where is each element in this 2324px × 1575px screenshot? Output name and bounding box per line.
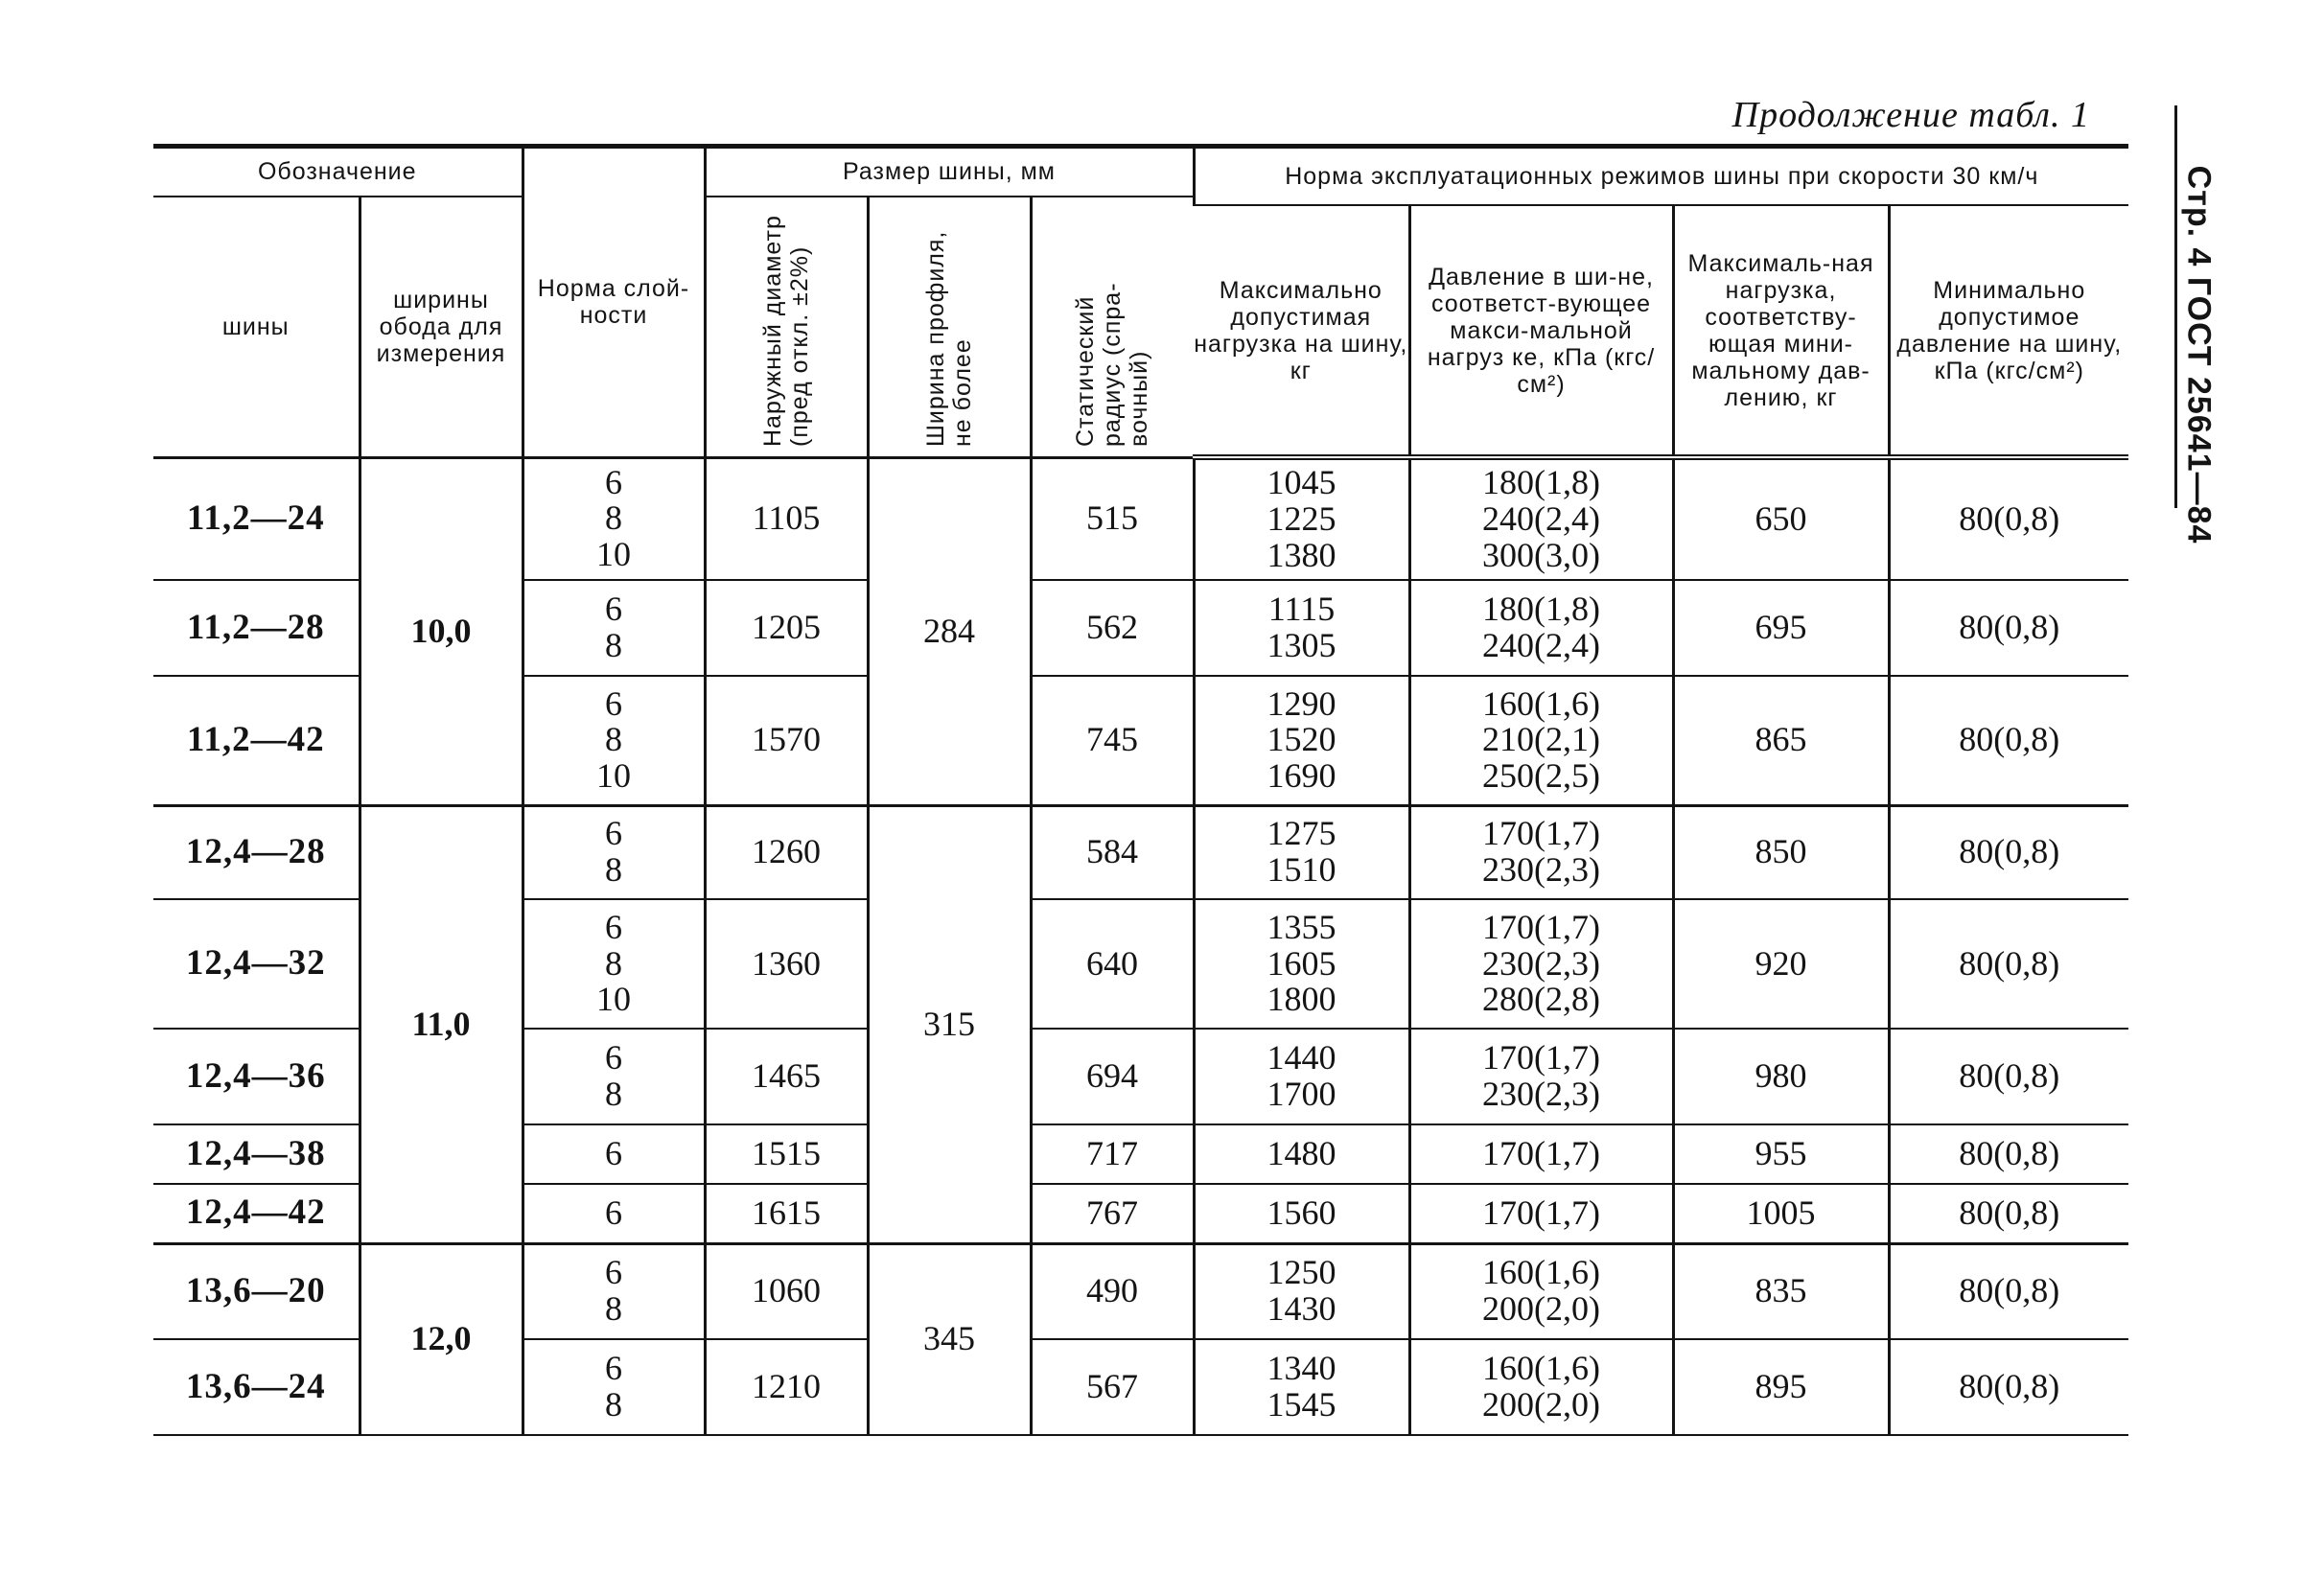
rim-width: 12,0 bbox=[360, 1243, 523, 1435]
ply-rating-line: 8 bbox=[605, 1289, 622, 1329]
outer-diameter: 1465 bbox=[705, 1029, 868, 1124]
static-radius: 694 bbox=[1031, 1029, 1194, 1124]
ply-rating-line: 6 bbox=[605, 683, 622, 723]
max-load bbox=[1194, 805, 1409, 899]
static-radius: 584 bbox=[1031, 805, 1194, 899]
header-rim-width: ширины обода для измерения bbox=[360, 197, 523, 458]
max-load-min-pressure: 895 bbox=[1673, 1339, 1889, 1435]
max-load-line: 1380 bbox=[1267, 535, 1336, 574]
ply-rating bbox=[523, 1029, 705, 1124]
outer-diameter: 1105 bbox=[705, 457, 868, 580]
static-radius: 745 bbox=[1031, 676, 1194, 805]
max-load-min-pressure: 1005 bbox=[1673, 1184, 1889, 1243]
max-load bbox=[1194, 1029, 1409, 1124]
outer-diameter: 1615 bbox=[705, 1184, 868, 1243]
pressure-line: 210(2,1) bbox=[1482, 720, 1601, 759]
pressure bbox=[1409, 457, 1673, 580]
ply-rating bbox=[523, 1243, 705, 1339]
max-load-line: 1045 bbox=[1267, 463, 1336, 502]
ply-rating-line: 6 bbox=[605, 1134, 622, 1173]
pressure-line: 160(1,6) bbox=[1482, 1349, 1601, 1388]
ply-rating-line: 8 bbox=[605, 943, 622, 983]
ply-rating-line: 10 bbox=[596, 535, 631, 574]
pressure-line: 170(1,7) bbox=[1482, 814, 1601, 853]
max-load-min-pressure: 695 bbox=[1673, 580, 1889, 676]
max-load-min-pressure: 980 bbox=[1673, 1029, 1889, 1124]
profile-width: 315 bbox=[868, 805, 1031, 1243]
ply-rating-line: 6 bbox=[605, 1038, 622, 1077]
min-pressure: 80(0,8) bbox=[1889, 1184, 2128, 1243]
ply-rating-line: 6 bbox=[605, 1349, 622, 1388]
pressure-line: 170(1,7) bbox=[1482, 1134, 1601, 1173]
max-load bbox=[1194, 899, 1409, 1029]
max-load-line: 1560 bbox=[1267, 1193, 1336, 1232]
tire-size: 11,2—24 bbox=[153, 457, 360, 580]
max-load-line: 1545 bbox=[1267, 1385, 1336, 1424]
header-tire-size: Размер шины, мм bbox=[705, 147, 1194, 197]
min-pressure: 80(0,8) bbox=[1889, 580, 2128, 676]
max-load-line: 1275 bbox=[1267, 814, 1336, 853]
header-operating-norms: Норма эксплуатационных режимов шины при скорости 30 км/ч bbox=[1194, 147, 2128, 206]
outer-diameter: 1360 bbox=[705, 899, 868, 1029]
table-body bbox=[153, 457, 2128, 1435]
outer-diameter: 1570 bbox=[705, 676, 868, 805]
pressure-line: 170(1,7) bbox=[1482, 1038, 1601, 1077]
min-pressure: 80(0,8) bbox=[1889, 899, 2128, 1029]
max-load-line: 1250 bbox=[1267, 1253, 1336, 1292]
min-pressure: 80(0,8) bbox=[1889, 1339, 2128, 1435]
header-designation: Обозначение bbox=[153, 147, 523, 197]
max-load-line: 1480 bbox=[1267, 1134, 1336, 1173]
max-load bbox=[1194, 580, 1409, 676]
pressure bbox=[1409, 1029, 1673, 1124]
pressure-line: 180(1,8) bbox=[1482, 590, 1601, 629]
ply-rating bbox=[523, 1184, 705, 1243]
pressure-line: 240(2,4) bbox=[1482, 499, 1601, 539]
max-load-line: 1800 bbox=[1267, 980, 1336, 1019]
static-radius: 562 bbox=[1031, 580, 1194, 676]
static-radius: 490 bbox=[1031, 1243, 1194, 1339]
header-min-pressure: Минимально допустимое давление на шину, кПа (кгс/см²) bbox=[1889, 205, 2128, 457]
tire-size: 12,4—42 bbox=[153, 1184, 360, 1243]
pressure bbox=[1409, 1339, 1673, 1435]
ply-rating-line: 8 bbox=[605, 626, 622, 664]
outer-diameter: 1210 bbox=[705, 1339, 868, 1435]
ply-rating bbox=[523, 676, 705, 805]
max-load bbox=[1194, 1184, 1409, 1243]
pressure-line: 230(2,3) bbox=[1482, 943, 1601, 983]
min-pressure: 80(0,8) bbox=[1889, 1029, 2128, 1124]
pressure bbox=[1409, 1184, 1673, 1243]
pressure-line: 300(3,0) bbox=[1482, 535, 1601, 574]
pressure-line: 170(1,7) bbox=[1482, 907, 1601, 946]
header-profile-width: Ширина профиля, не более bbox=[868, 197, 1031, 458]
max-load-line: 1520 bbox=[1267, 720, 1336, 759]
pressure bbox=[1409, 1124, 1673, 1184]
ply-rating bbox=[523, 899, 705, 1029]
pressure-line: 160(1,6) bbox=[1482, 1253, 1601, 1292]
static-radius: 567 bbox=[1031, 1339, 1194, 1435]
max-load-min-pressure: 955 bbox=[1673, 1124, 1889, 1184]
rim-width: 11,0 bbox=[360, 805, 523, 1243]
tire-size: 13,6—20 bbox=[153, 1243, 360, 1339]
ply-rating-line: 8 bbox=[605, 720, 622, 759]
max-load-min-pressure: 865 bbox=[1673, 676, 1889, 805]
pressure-line: 170(1,7) bbox=[1482, 1193, 1601, 1232]
max-load-line: 1440 bbox=[1267, 1038, 1336, 1077]
tire-size: 12,4—32 bbox=[153, 899, 360, 1029]
max-load-min-pressure: 835 bbox=[1673, 1243, 1889, 1339]
tire-size: 11,2—42 bbox=[153, 676, 360, 805]
max-load-line: 1340 bbox=[1267, 1349, 1336, 1388]
max-load-line: 1430 bbox=[1267, 1289, 1336, 1329]
static-radius: 767 bbox=[1031, 1184, 1194, 1243]
tire-spec-table bbox=[153, 144, 2128, 1436]
min-pressure: 80(0,8) bbox=[1889, 457, 2128, 580]
ply-rating-line: 10 bbox=[596, 756, 631, 796]
max-load-min-pressure: 650 bbox=[1673, 457, 1889, 580]
pressure-line: 230(2,3) bbox=[1482, 1075, 1601, 1113]
ply-rating-line: 6 bbox=[605, 907, 622, 946]
profile-width: 284 bbox=[868, 457, 1031, 805]
outer-diameter: 1060 bbox=[705, 1243, 868, 1339]
min-pressure: 80(0,8) bbox=[1889, 1243, 2128, 1339]
header-ply-rating: Норма слой-ности bbox=[523, 147, 705, 458]
max-load-line: 1355 bbox=[1267, 907, 1336, 946]
outer-diameter: 1515 bbox=[705, 1124, 868, 1184]
tire-size: 12,4—36 bbox=[153, 1029, 360, 1124]
header-pressure: Давление в ши-не, соответст-вующее макси-мальной нагруз ке, кПа (кгс/см²) bbox=[1409, 205, 1673, 457]
outer-diameter: 1260 bbox=[705, 805, 868, 899]
ply-rating-line: 6 bbox=[605, 462, 622, 501]
pressure bbox=[1409, 676, 1673, 805]
max-load bbox=[1194, 1124, 1409, 1184]
pressure-line: 200(2,0) bbox=[1482, 1385, 1601, 1424]
pressure bbox=[1409, 580, 1673, 676]
ply-rating-line: 6 bbox=[605, 814, 622, 853]
header-tire: шины bbox=[153, 197, 360, 458]
header-outer-diameter: Наружный диаметр (пред откл. ±2%) bbox=[705, 197, 868, 458]
tire-size: 13,6—24 bbox=[153, 1339, 360, 1435]
table-row bbox=[153, 805, 2128, 899]
max-load-line: 1290 bbox=[1267, 683, 1336, 723]
pressure-line: 250(2,5) bbox=[1482, 756, 1601, 796]
ply-rating bbox=[523, 580, 705, 676]
side-label-text: Стр. 4 ГОСТ 25641—84 bbox=[2180, 165, 2218, 544]
max-load bbox=[1194, 1243, 1409, 1339]
max-load-line: 1115 bbox=[1267, 590, 1336, 629]
max-load-line: 1605 bbox=[1267, 943, 1336, 983]
tire-size: 12,4—28 bbox=[153, 805, 360, 899]
pressure bbox=[1409, 1243, 1673, 1339]
ply-rating-line: 6 bbox=[605, 590, 622, 629]
pressure bbox=[1409, 805, 1673, 899]
side-rule bbox=[2174, 105, 2177, 508]
tire-size: 11,2—28 bbox=[153, 580, 360, 676]
ply-rating bbox=[523, 1124, 705, 1184]
ply-rating bbox=[523, 1339, 705, 1435]
min-pressure: 80(0,8) bbox=[1889, 676, 2128, 805]
ply-rating-line: 8 bbox=[605, 1385, 622, 1424]
ply-rating-line: 6 bbox=[605, 1193, 622, 1232]
min-pressure: 80(0,8) bbox=[1889, 1124, 2128, 1184]
pressure-line: 160(1,6) bbox=[1482, 683, 1601, 723]
max-load-line: 1305 bbox=[1267, 626, 1336, 664]
ply-rating-line: 6 bbox=[605, 1253, 622, 1292]
ply-rating-line: 8 bbox=[605, 850, 622, 890]
table-caption: Продолжение табл. 1 bbox=[1731, 95, 2090, 135]
pressure-line: 200(2,0) bbox=[1482, 1289, 1601, 1329]
header-static-radius: Статический радиус (спра-вочный) bbox=[1031, 197, 1194, 458]
pressure-line: 240(2,4) bbox=[1482, 626, 1601, 664]
outer-diameter: 1205 bbox=[705, 580, 868, 676]
table-row bbox=[153, 1243, 2128, 1339]
max-load bbox=[1194, 1339, 1409, 1435]
max-load-line: 1225 bbox=[1267, 499, 1336, 539]
ply-rating bbox=[523, 805, 705, 899]
pressure-line: 280(2,8) bbox=[1482, 980, 1601, 1019]
max-load-line: 1510 bbox=[1267, 850, 1336, 890]
max-load bbox=[1194, 676, 1409, 805]
page-side-label bbox=[2155, 105, 2242, 604]
table-row bbox=[153, 457, 2128, 580]
pressure-line: 180(1,8) bbox=[1482, 463, 1601, 502]
max-load-min-pressure: 920 bbox=[1673, 899, 1889, 1029]
header-max-load: Максимально допустимая нагрузка на шину, кг bbox=[1194, 205, 1409, 457]
static-radius: 515 bbox=[1031, 457, 1194, 580]
static-radius: 640 bbox=[1031, 899, 1194, 1029]
profile-width: 345 bbox=[868, 1243, 1031, 1435]
static-radius: 717 bbox=[1031, 1124, 1194, 1184]
rim-width: 10,0 bbox=[360, 457, 523, 805]
max-load bbox=[1194, 457, 1409, 580]
min-pressure: 80(0,8) bbox=[1889, 805, 2128, 899]
tire-size: 12,4—38 bbox=[153, 1124, 360, 1184]
ply-rating-line: 8 bbox=[605, 1075, 622, 1113]
ply-rating bbox=[523, 457, 705, 580]
pressure-line: 230(2,3) bbox=[1482, 850, 1601, 890]
ply-rating-line: 10 bbox=[596, 980, 631, 1019]
pressure bbox=[1409, 899, 1673, 1029]
header-max-load-min-pressure: Максималь-ная нагрузка, соответству-ющая мини-мальному дав-лению, кг bbox=[1673, 205, 1889, 457]
max-load-line: 1690 bbox=[1267, 756, 1336, 796]
ply-rating-line: 8 bbox=[605, 498, 622, 538]
max-load-min-pressure: 850 bbox=[1673, 805, 1889, 899]
max-load-line: 1700 bbox=[1267, 1075, 1336, 1113]
